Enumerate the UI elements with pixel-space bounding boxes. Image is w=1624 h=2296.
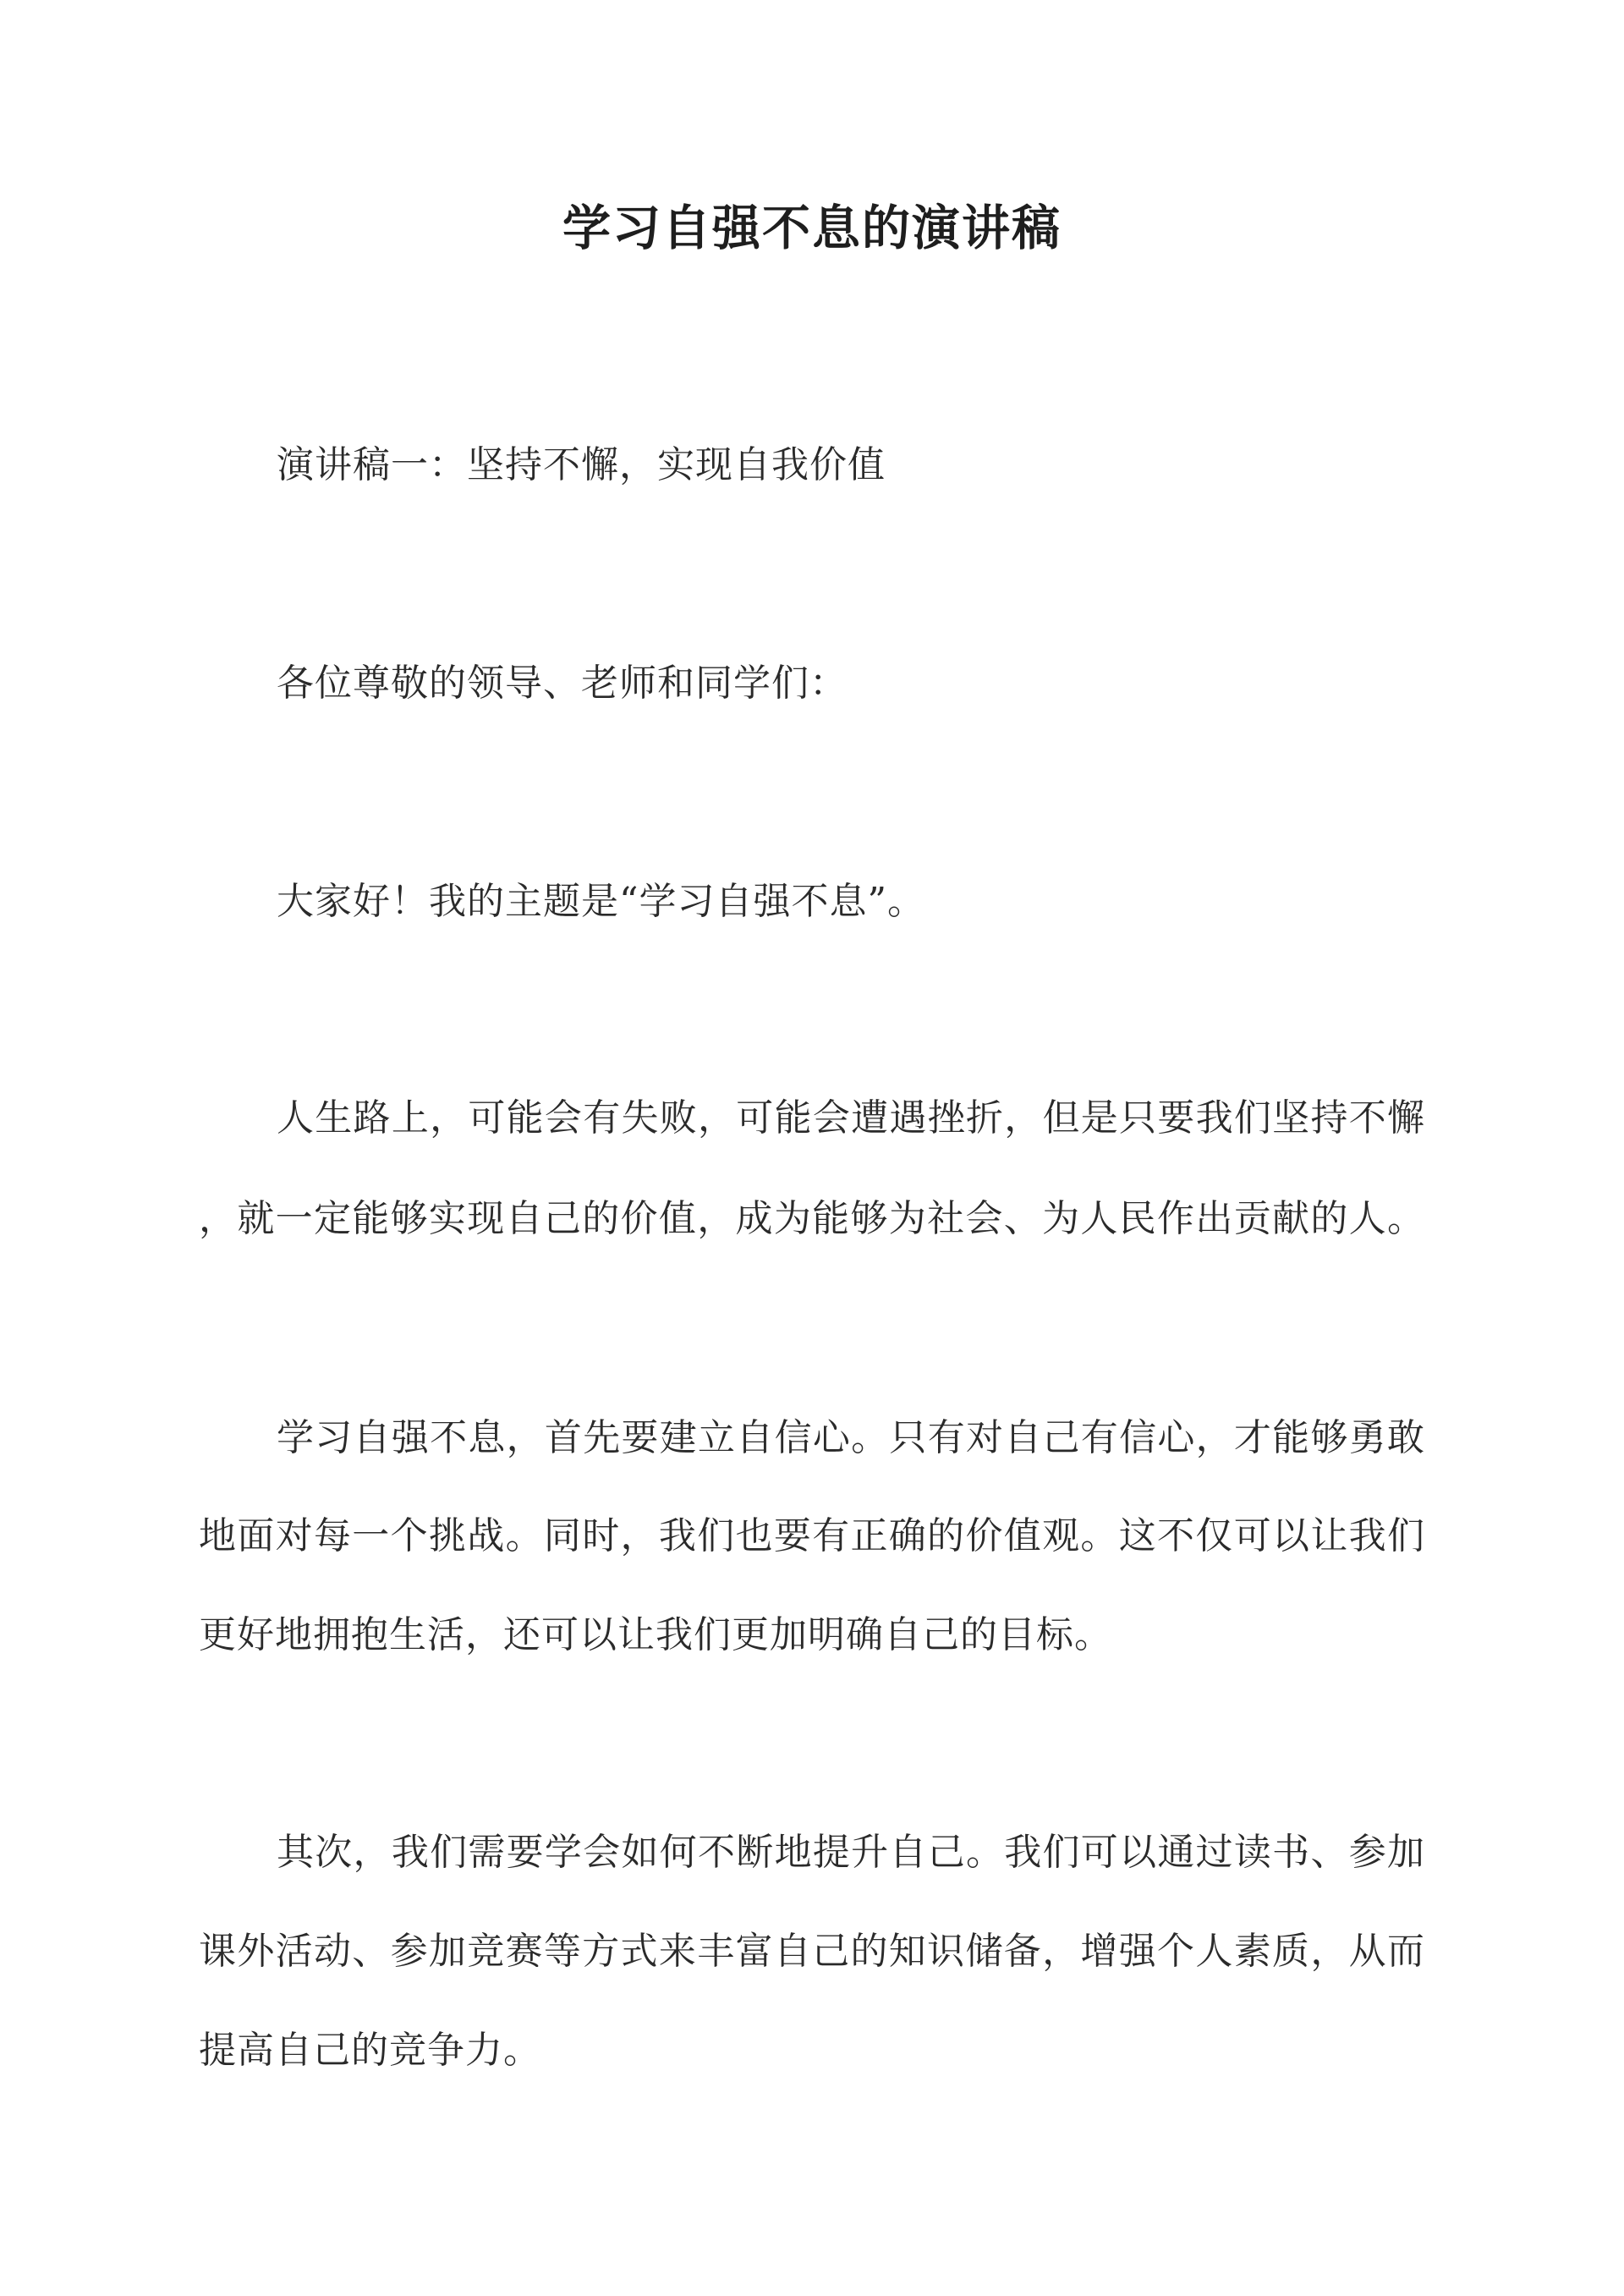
paragraph-3-line-2: 课外活动、参加竞赛等方式来丰富自己的知识储备，增强个人素质，从而 <box>199 1930 1425 1973</box>
paragraph-2-line-3: 更好地拥抱生活，还可以让我们更加明确自己的目标。 <box>199 1613 1112 1656</box>
document-title: 学习自强不息的演讲稿 <box>562 200 1062 256</box>
speech-heading: 演讲稿一：坚持不懈，实现自我价值 <box>277 443 886 486</box>
greeting: 大家好！我的主题是“学习自强不息”。 <box>277 880 925 923</box>
paragraph-3-line-1: 其次，我们需要学会如何不断地提升自己。我们可以通过读书、参加 <box>277 1831 1425 1874</box>
paragraph-3-line-3: 提高自己的竞争力。 <box>199 2029 541 2072</box>
paragraph-2-line-2: 地面对每一个挑战。同时，我们也要有正确的价值观。这不仅可以让我们 <box>199 1514 1425 1557</box>
paragraph-2-line-1: 学习自强不息，首先要建立自信心。只有对自己有信心，才能够勇敢 <box>277 1416 1425 1459</box>
paragraph-1-line-2: ，就一定能够实现自己的价值，成为能够为社会、为人民作出贡献的人。 <box>199 1197 1425 1240</box>
paragraph-1-line-1: 人生路上，可能会有失败，可能会遭遇挫折，但是只要我们坚持不懈 <box>277 1096 1425 1140</box>
salutation: 各位尊敬的领导、老师和同学们： <box>277 662 848 705</box>
